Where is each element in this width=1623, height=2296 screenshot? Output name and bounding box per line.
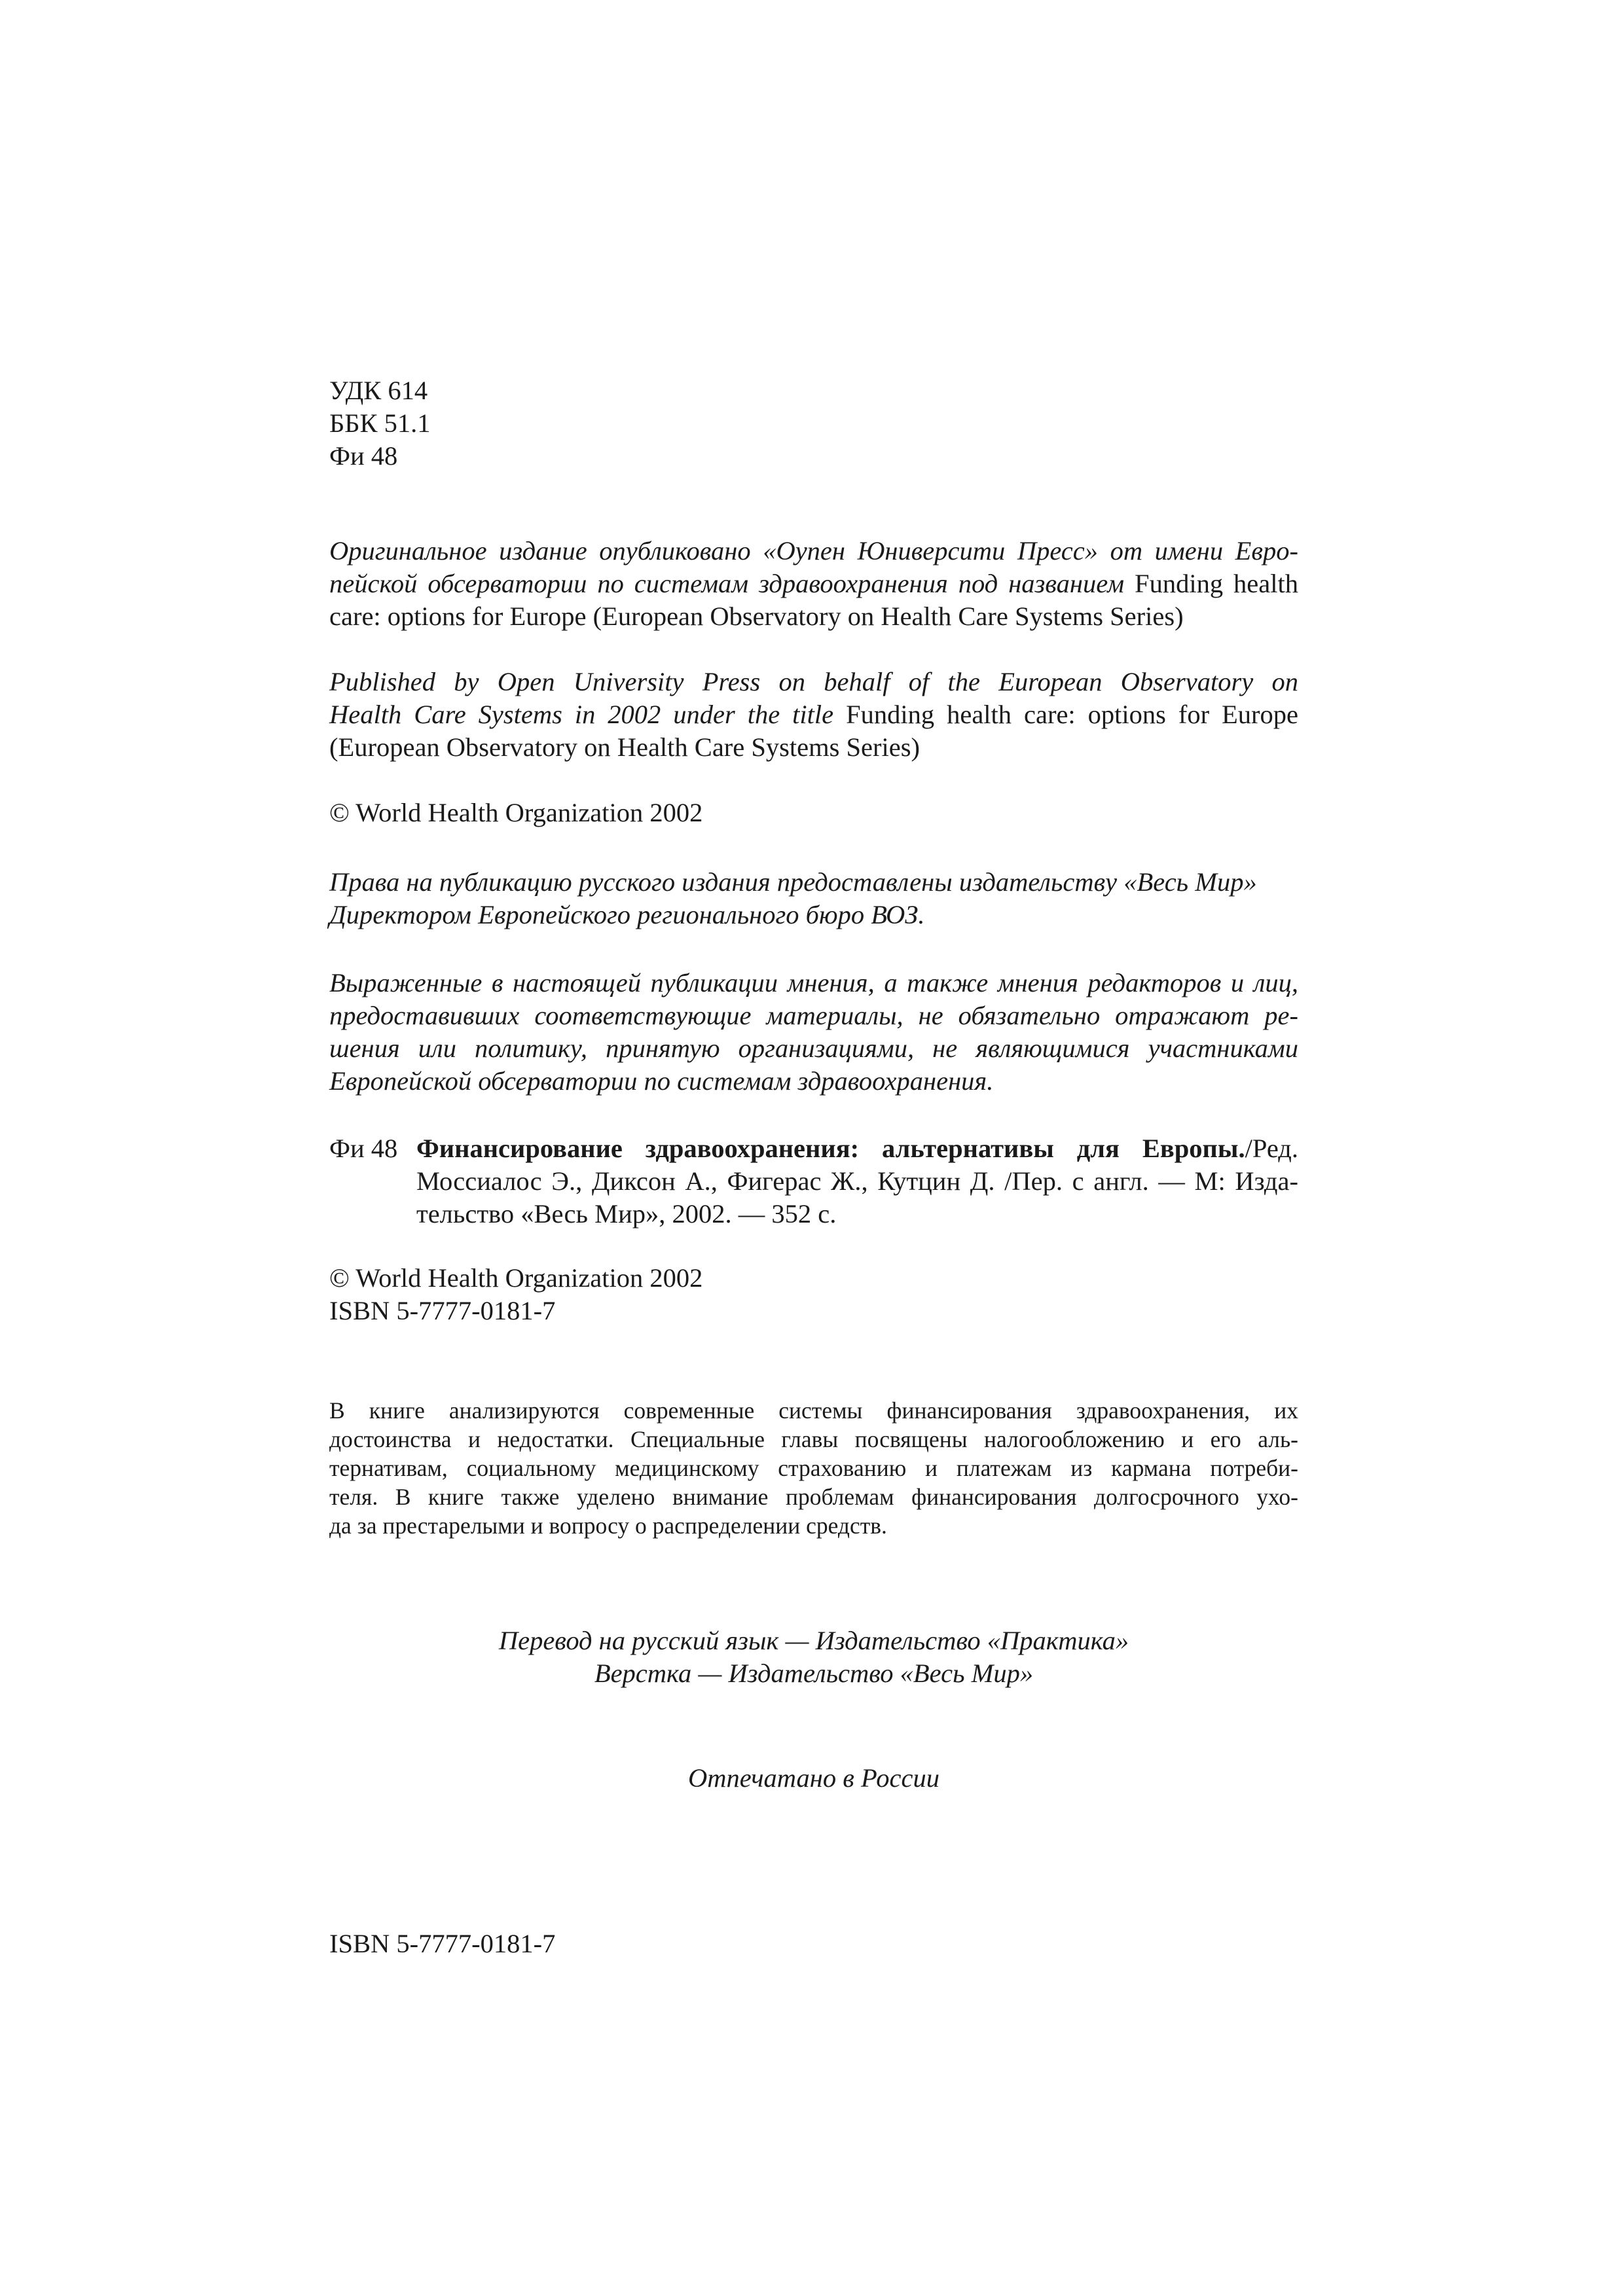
- orig-ru-line-2-title: Funding health: [1124, 569, 1299, 598]
- biblio-code: Фи 48: [329, 1134, 398, 1163]
- orig-ru-line-2-italic: пейской обсерватории по системам здравоохранения под названием: [329, 569, 1125, 598]
- classification-codes: [329, 374, 1298, 473]
- copyright-notice-2: [329, 1262, 1298, 1327]
- orig-en-line-2: [329, 698, 1298, 731]
- disclaimer-line-2: предоставивших соответствующие материалы, не обязательно отражают ре-: [329, 1001, 1298, 1030]
- abstract-line-4: теля. В книге также уделено внимание проблемам финансирования долгосрочного ухо-: [329, 1484, 1298, 1510]
- production-credits: [329, 1624, 1298, 1690]
- bbk-code: ББК 51.1: [329, 408, 431, 438]
- isbn-footer-text: ISBN 5-7777-0181-7: [329, 1929, 556, 1958]
- abstract-line-5: да за престарелыми и вопросу о распределении средств.: [329, 1513, 887, 1539]
- udk-code: УДК 614: [329, 376, 428, 405]
- original-edition-ru: [329, 535, 1298, 633]
- abstract-line-2: достоинства и недостатки. Специальные главы посвящены налогообложению и его аль-: [329, 1426, 1298, 1452]
- orig-en-line-3: (European Observatory on Health Care Systems Series): [329, 732, 920, 762]
- biblio-line-2: Моссиалос Э., Диксон А., Фигерас Ж., Кутцин Д. /Пер. с англ. — М: Изда-: [416, 1166, 1298, 1196]
- disclaimer-line-4: Европейской обсерватории по системам здравоохранения.: [329, 1066, 994, 1096]
- orig-en-line-2-title: Funding health care: options for Europe: [833, 700, 1298, 729]
- rights-line-2: Директором Европейского регионального бюро ВОЗ.: [329, 900, 925, 929]
- disclaimer: [329, 967, 1298, 1098]
- copyright-text-1: © World Health Organization 2002: [329, 798, 703, 827]
- orig-ru-line-1: Оригинальное издание опубликовано «Оупен Юниверсити Пресс» от имени Евро-: [329, 536, 1298, 565]
- copyright-notice-1: [329, 797, 1298, 829]
- orig-en-line-1: Published by Open University Press on behalf of the European Observatory on: [329, 667, 1298, 696]
- biblio-line-1: [416, 1132, 1298, 1165]
- copyright-text-2: © World Health Organization 2002: [329, 1263, 703, 1293]
- abstract-line-3: тернативам, социальному медицинскому страхованию и платежам из кармана потреби-: [329, 1455, 1298, 1481]
- disclaimer-line-1: Выраженные в настоящей публикации мнения, а также мнения редакторов и лиц,: [329, 968, 1298, 997]
- orig-ru-line-2: [329, 567, 1298, 600]
- printed-in: [329, 1762, 1298, 1795]
- russian-rights-notice: [329, 866, 1298, 931]
- isbn-text: ISBN 5-7777-0181-7: [329, 1296, 556, 1325]
- layout-credit: Верстка — Издательство «Весь Мир»: [594, 1659, 1034, 1688]
- printed-in-text: Отпечатано в России: [688, 1763, 939, 1793]
- orig-en-line-2-italic: Health Care Systems in 2002 under the title: [329, 700, 834, 729]
- isbn-footer: [329, 1928, 1298, 1960]
- abstract-line-1: В книге анализируются современные системы финансирования здравоохранения, их: [329, 1397, 1298, 1424]
- biblio-description: [416, 1132, 1298, 1230]
- author-mark: Фи 48: [329, 441, 398, 471]
- translation-credit: Перевод на русский язык — Издательство «Практика»: [498, 1626, 1129, 1655]
- biblio-line-1-rest: /Ред.: [1245, 1134, 1298, 1163]
- book-abstract: [329, 1396, 1298, 1540]
- rights-line-1: Права на публикацию русского издания предоставлены издательству «Весь Мир»: [329, 867, 1257, 897]
- biblio-line-3: тельство «Весь Мир», 2002. — 352 с.: [416, 1199, 837, 1229]
- disclaimer-line-3: шения или политику, принятую организациями, не являющимися участниками: [329, 1033, 1298, 1063]
- book-title: Финансирование здравоохранения: альтернативы для Европы.: [416, 1134, 1245, 1163]
- orig-ru-line-3: care: options for Europe (European Observatory on Health Care Systems Series): [329, 601, 1184, 631]
- original-edition-en: [329, 666, 1298, 764]
